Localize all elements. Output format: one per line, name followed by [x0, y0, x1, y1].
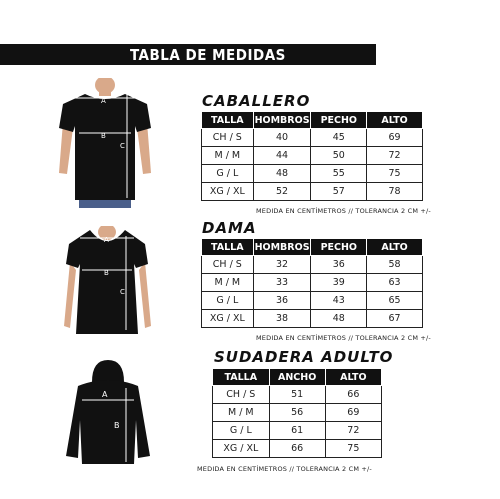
male-tshirt-figure — [55, 78, 155, 208]
table-row — [202, 129, 423, 147]
value-cell: 75 — [325, 440, 381, 458]
size-table-caballero — [201, 111, 423, 201]
size-table-sudadera — [212, 368, 382, 458]
value-cell: 67 — [367, 310, 423, 328]
table-row — [202, 292, 423, 310]
column-header: ALTO — [325, 369, 381, 386]
value-cell: 69 — [325, 404, 381, 422]
label-a: A — [104, 236, 109, 244]
column-header: ANCHO — [269, 369, 325, 386]
label-c: C — [120, 288, 125, 296]
table-row — [213, 404, 382, 422]
size-cell: M / M — [202, 274, 254, 292]
value-cell: 48 — [253, 165, 311, 183]
size-cell: XG / XL — [213, 440, 270, 458]
column-header: HOMBROS — [253, 239, 311, 256]
value-cell: 36 — [253, 292, 311, 310]
size-cell: CH / S — [213, 386, 270, 404]
page-title: TABLA DE MEDIDAS — [130, 46, 286, 64]
column-header: PECHO — [311, 112, 367, 129]
value-cell: 66 — [325, 386, 381, 404]
size-cell: G / L — [202, 292, 254, 310]
value-cell: 61 — [269, 422, 325, 440]
value-cell: 48 — [311, 310, 367, 328]
value-cell: 50 — [311, 147, 367, 165]
value-cell: 72 — [325, 422, 381, 440]
size-cell: CH / S — [202, 256, 254, 274]
value-cell: 57 — [311, 183, 367, 201]
table-row — [202, 274, 423, 292]
table-row — [202, 165, 423, 183]
value-cell: 38 — [253, 310, 311, 328]
value-cell: 56 — [269, 404, 325, 422]
table-row — [202, 183, 423, 201]
value-cell: 65 — [367, 292, 423, 310]
label-a: A — [102, 390, 108, 399]
size-cell: G / L — [202, 165, 254, 183]
measurement-note: MEDIDA EN CENTÍMETROS // TOLERANCIA 2 CM +/- — [197, 465, 372, 473]
value-cell: 55 — [311, 165, 367, 183]
value-cell: 33 — [253, 274, 311, 292]
table-row — [213, 440, 382, 458]
column-header: PECHO — [311, 239, 367, 256]
value-cell: 39 — [311, 274, 367, 292]
value-cell: 69 — [367, 129, 423, 147]
value-cell: 40 — [253, 129, 311, 147]
value-cell: 45 — [311, 129, 367, 147]
value-cell: 36 — [311, 256, 367, 274]
size-cell: G / L — [213, 422, 270, 440]
value-cell: 75 — [367, 165, 423, 183]
value-cell: 72 — [367, 147, 423, 165]
measurement-note: MEDIDA EN CENTÍMETROS // TOLERANCIA 2 CM +/- — [256, 207, 431, 215]
column-header: TALLA — [213, 369, 270, 386]
column-header: HOMBROS — [253, 112, 311, 129]
size-cell: M / M — [202, 147, 254, 165]
label-a: A — [101, 97, 106, 105]
value-cell: 43 — [311, 292, 367, 310]
value-cell: 44 — [253, 147, 311, 165]
label-b: B — [104, 269, 109, 277]
header-bar — [0, 44, 376, 65]
column-header: ALTO — [367, 239, 423, 256]
label-c: C — [120, 142, 125, 150]
table-row — [202, 147, 423, 165]
value-cell: 58 — [367, 256, 423, 274]
column-header: TALLA — [202, 239, 254, 256]
size-cell: M / M — [213, 404, 270, 422]
column-header: TALLA — [202, 112, 254, 129]
size-table-dama — [201, 238, 423, 328]
size-cell: CH / S — [202, 129, 254, 147]
female-tshirt-figure — [60, 226, 155, 338]
value-cell: 78 — [367, 183, 423, 201]
measurement-note: MEDIDA EN CENTÍMETROS // TOLERANCIA 2 CM +/- — [256, 334, 431, 342]
value-cell: 32 — [253, 256, 311, 274]
table-row — [213, 422, 382, 440]
value-cell: 52 — [253, 183, 311, 201]
hoodie-figure — [62, 360, 152, 466]
column-header: ALTO — [367, 112, 423, 129]
label-b: B — [114, 421, 120, 430]
value-cell: 63 — [367, 274, 423, 292]
table-row — [202, 256, 423, 274]
table-row — [213, 386, 382, 404]
section-title-sudadera: SUDADERA ADULTO — [214, 348, 394, 366]
value-cell: 51 — [269, 386, 325, 404]
size-cell: XG / XL — [202, 183, 254, 201]
table-row — [202, 310, 423, 328]
value-cell: 66 — [269, 440, 325, 458]
section-title-dama: DAMA — [202, 219, 257, 237]
size-cell: XG / XL — [202, 310, 254, 328]
section-title-caballero: CABALLERO — [202, 92, 311, 110]
label-b: B — [101, 132, 106, 140]
